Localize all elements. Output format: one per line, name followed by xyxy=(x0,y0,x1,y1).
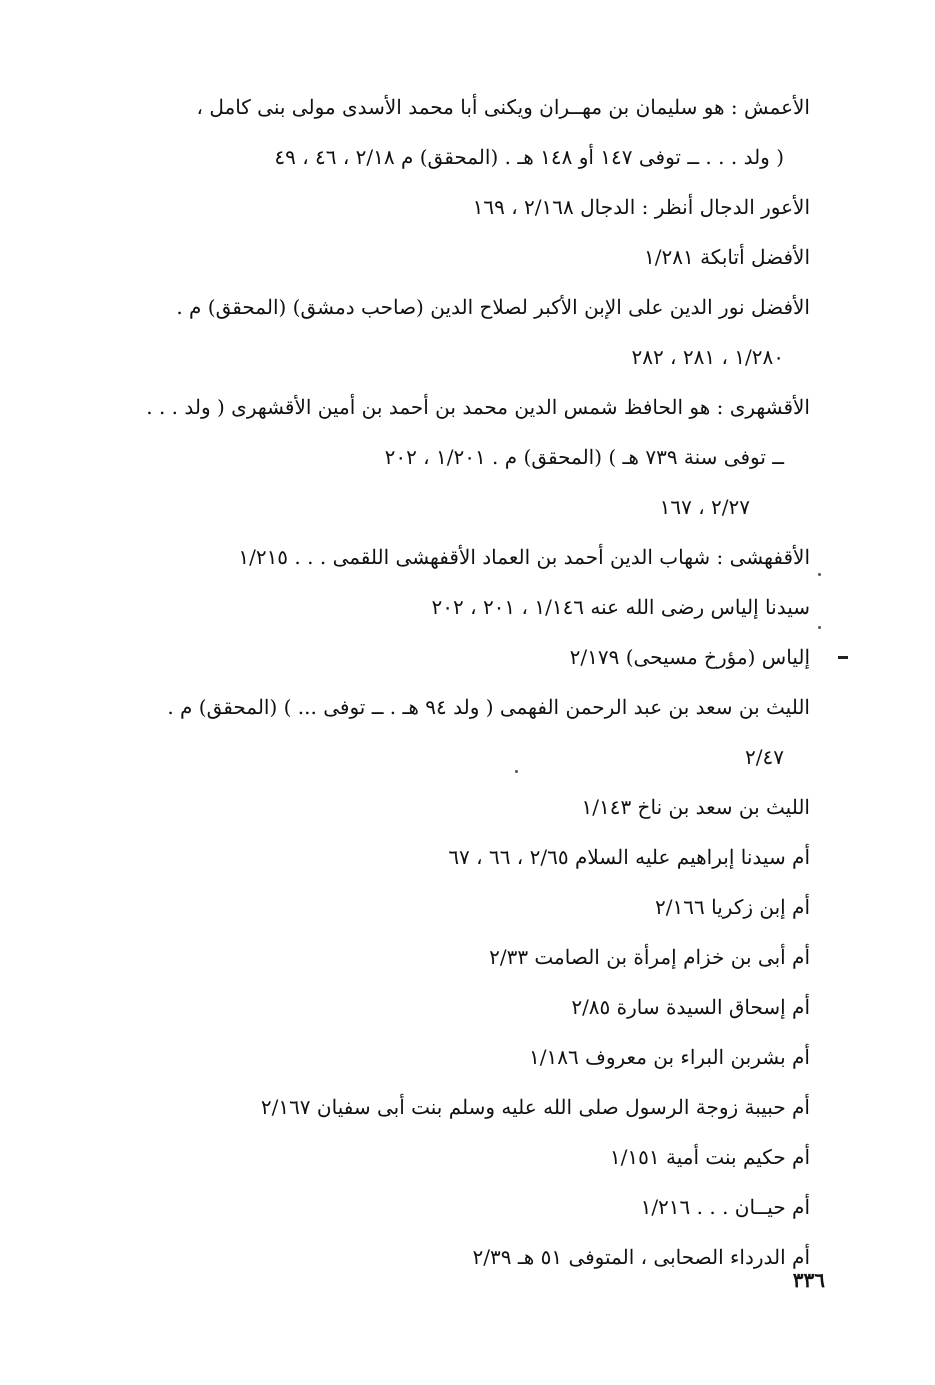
entry-line: الأقفهشى : شهاب الدين أحمد بن العماد الأقفهشى اللقمى . . . ١/٢١٥ xyxy=(238,545,810,569)
index-entry xyxy=(70,782,810,832)
entry-line: إلياس (مؤرخ مسيحى) ٢/١٧٩ xyxy=(569,645,810,669)
index-entry xyxy=(70,232,810,282)
entry-continuation-line: ــ توفى سنة ٧٣٩ هـ ) (المحقق) م . ١/٢٠١ ، ٢٠٢ xyxy=(384,445,784,469)
index-entry xyxy=(70,632,810,682)
entry-line: الأعمش : هو سليمان بن مهــران ويكنى أبا محمد الأسدى مولى بنى كامل ، xyxy=(196,95,810,119)
index-entry xyxy=(70,832,810,882)
index-entries xyxy=(70,82,810,1282)
entry-line: أم حبيبة زوجة الرسول صلى الله عليه وسلم بنت أبى سفيان ٢/١٦٧ xyxy=(260,1095,810,1119)
entry-continuation-line: ١/٢٨٠ ، ٢٨١ ، ٢٨٢ xyxy=(631,345,784,369)
index-entry xyxy=(70,1132,810,1182)
index-entry xyxy=(70,1082,810,1132)
entry-line: أم أبى بن خزام إمرأة بن الصامت ٢/٣٣ xyxy=(489,945,810,969)
entry-line: أم حيــان . . . ١/٢١٦ xyxy=(640,1195,810,1219)
index-entry xyxy=(70,1182,810,1232)
page-number: ٣٣٦ xyxy=(792,1268,825,1292)
entry-line: سيدنا إلياس رضى الله عنه ١/١٤٦ ، ٢٠١ ، ٢٠٢ xyxy=(431,595,810,619)
entry-line: الأفضل أتابكة ١/٢٨١ xyxy=(644,245,810,269)
entry-line: الأقشهرى : هو الحافظ شمس الدين محمد بن أحمد بن أمين الأقشهرى ( ولد . . . xyxy=(146,395,810,419)
index-entry xyxy=(70,932,810,982)
entry-line: أم إسحاق السيدة سارة ٢/٨٥ xyxy=(571,995,810,1019)
ink-speck xyxy=(818,573,821,576)
index-entry xyxy=(70,1232,810,1282)
entry-line: الليث بن سعد بن عبد الرحمن الفهمى ( ولد ٩٤ هـ . ــ توفى ... ) (المحقق) م . xyxy=(167,695,810,719)
entry-line: أم حكيم بنت أمية ١/١٥١ xyxy=(609,1145,810,1169)
ink-speck xyxy=(515,770,518,773)
ink-speck xyxy=(818,626,821,629)
entry-line: أم الدرداء الصحابى ، المتوفى ٥١ هـ ٢/٣٩ xyxy=(472,1245,810,1269)
entry-line: الأفضل نور الدين على الإبن الأكبر لصلاح الدين (صاحب دمشق) (المحقق) م . xyxy=(176,295,810,319)
entry-continuation-line: ٢/٢٧ ، ١٦٧ xyxy=(659,495,750,519)
entry-continuation-line: ٢/٤٧ xyxy=(745,745,784,769)
entry-line: أم إبن زكريا ٢/١٦٦ xyxy=(655,895,810,919)
index-entry xyxy=(70,982,810,1032)
index-entry xyxy=(70,1032,810,1082)
entry-line: الأعور الدجال أنظر : الدجال ٢/١٦٨ ، ١٦٩ xyxy=(472,195,810,219)
entry-line: أم سيدنا إبراهيم عليه السلام ٢/٦٥ ، ٦٦ ، ٦٧ xyxy=(448,845,810,869)
entry-line: أم بشربن البراء بن معروف ١/١٨٦ xyxy=(529,1045,810,1069)
index-entry xyxy=(70,382,810,532)
index-entry xyxy=(70,182,810,232)
index-entry xyxy=(70,582,810,632)
index-entry xyxy=(70,82,810,182)
entry-line: الليث بن سعد بن ناخ ١/١٤٣ xyxy=(581,795,810,819)
entry-continuation-line: ( ولد . . . ــ توفى ١٤٧ أو ١٤٨ هـ . (المحقق) م ٢/١٨ ، ٤٦ ، ٤٩ xyxy=(274,145,784,169)
index-entry xyxy=(70,882,810,932)
index-entry xyxy=(70,282,810,382)
index-entry xyxy=(70,682,810,782)
margin-mark xyxy=(838,656,848,659)
index-entry xyxy=(70,532,810,582)
